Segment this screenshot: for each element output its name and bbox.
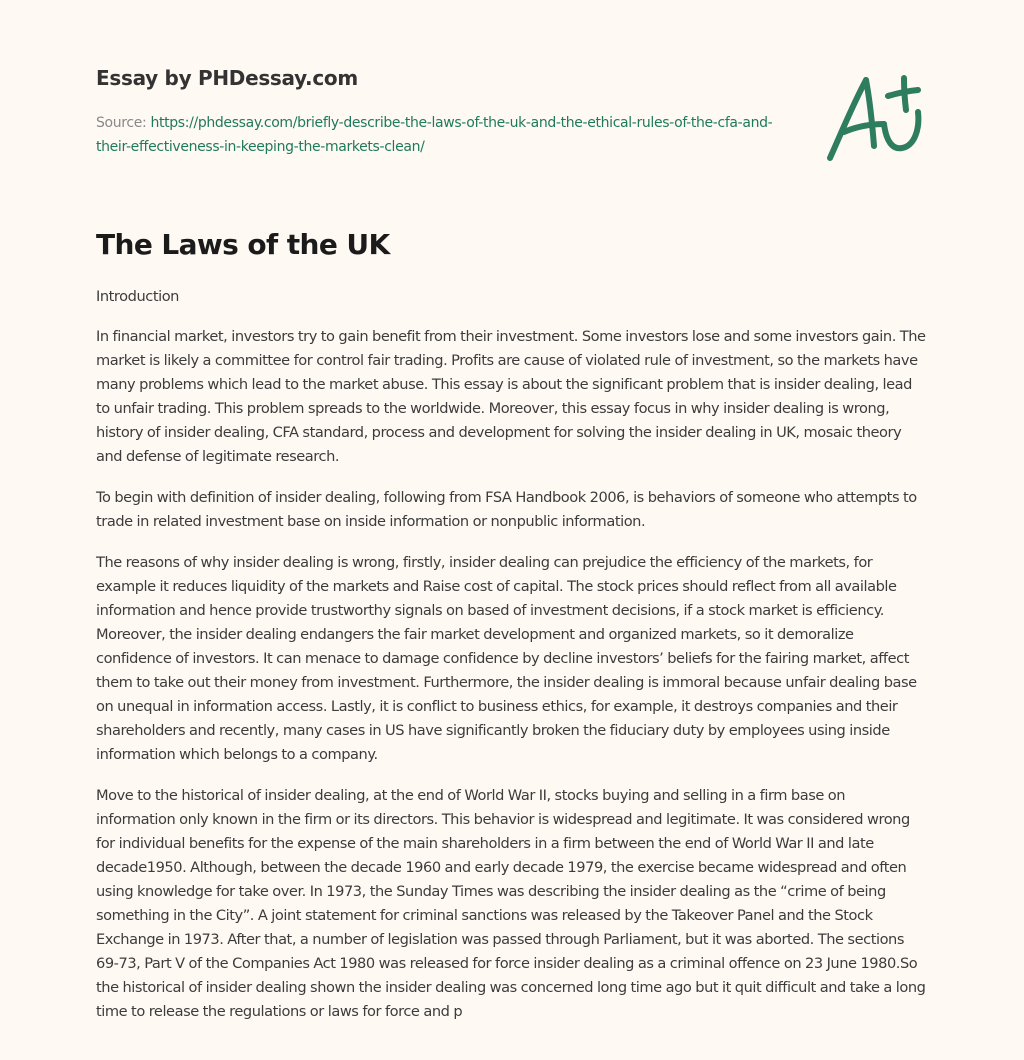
essay-page	[96, 0, 928, 1020]
essay-body	[96, 285, 928, 1041]
paragraph: In financial market, investors try to gain benefit from their investment. Some investors lose and some investors gain. The market is likely a committee for control fair trading. Profits are cause of violated rule of investment, so the markets have many problems which lead to the market abuse. This essay is about the significant problem that is insider dealing, lead to unfair trading. This problem spreads to the worldwide. Moreover, this essay focus in why insider dealing is wrong, history of insider dealing, CFA standard, process and development for solving the insider dealing in UK, mosaic theory and defense of legitimate research.	[96, 328, 926, 465]
paragraph: Move to the historical of insider dealing, at the end of World War II, stocks buying and selling in a firm base on information only known in the firm or its directors. This behavior is widespread and legitimate. It was considered wrong for individual benefits for the expense of the main shareholders in a firm between the end of World War II and late decade1950. Although, between the decade 1960 and early decade 1979, the exercise became widespread and often using knowledge for take over. In 1973, the Sunday Times was describing the insider dealing as the “crime of being something in the City”. A joint statement for criminal sanctions was released by the Takeover Panel and the Stock Exchange in 1973. After that, a number of legislation was passed through Parliament, but it was aborted. The sections 69-73, Part V of the Companies Act 1980 was released for force insider dealing as a criminal offence on 23 June 1980.So the historical of insider dealing shown the insider dealing was concerned long time ago but it quit difficult and take a long time to release the regulations or laws for force and p	[96, 787, 926, 1020]
paragraph: To begin with definition of insider dealing, following from FSA Handbook 2006, is behaviors of someone who attempts to trade in related investment base on inside information or nonpublic information.	[96, 489, 917, 530]
brand-title: Essay by PHDessay.com	[96, 66, 358, 90]
a-plus-grade-icon	[826, 66, 926, 166]
source-line	[96, 111, 776, 159]
source-label: Source:	[96, 115, 151, 131]
source-link[interactable]: https://phdessay.com/briefly-describe-the-laws-of-the-uk-and-the-ethical-rules-of-the-cfa-and-their-effectiveness-in-keeping-the-markets-clean/	[96, 115, 773, 155]
paragraph: The reasons of why insider dealing is wrong, firstly, insider dealing can prejudice the efficiency of the markets, for example it reduces liquidity of the markets and Raise cost of capital. The stock prices should reflect from all available information and hence provide trustworthy signals on based of investment decisions, if a stock market is efficiency. Moreover, the insider dealing endangers the fair market development and organized markets, so it demoralize confidence of investors. It can menace to damage confidence by decline investors’ beliefs for the fairing market, affect them to take out their money from investment. Furthermore, the insider dealing is immoral because unfair dealing base on unequal in information access. Lastly, it is conflict to business ethics, for example, it destroys companies and their shareholders and recently, many cases in US have significantly broken the fiduciary duty by employees using inside information which belongs to a company.	[96, 554, 917, 763]
essay-title: The Laws of the UK	[96, 228, 390, 261]
section-heading: Introduction	[96, 288, 179, 305]
page-header	[96, 0, 928, 200]
